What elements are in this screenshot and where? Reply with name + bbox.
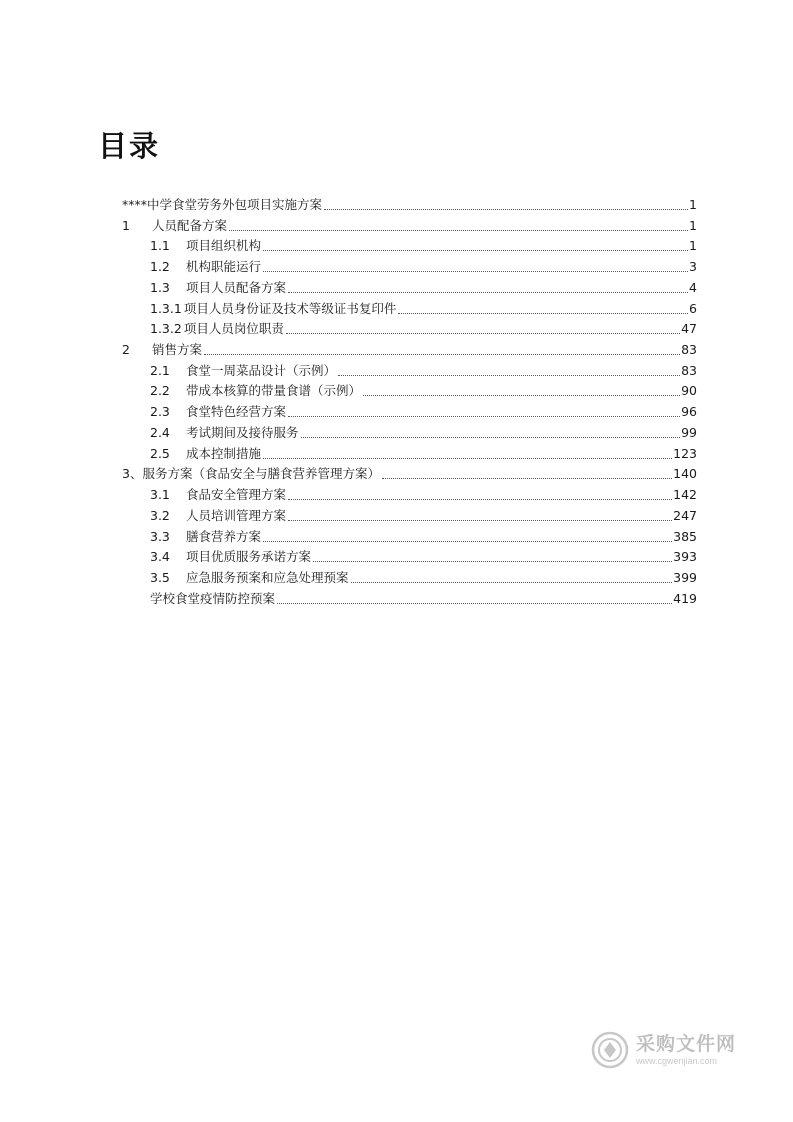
toc-entry-page: 47 — [681, 321, 697, 336]
toc-entry-number: 1 — [122, 218, 130, 233]
toc-entry-1-3-2[interactable] — [150, 317, 697, 337]
toc-entry-label: 膳食营养方案 — [186, 529, 262, 544]
toc-entry-page: 142 — [673, 487, 697, 502]
toc-entry-page: 1 — [689, 197, 697, 212]
toc-entry-number: 2.5 — [150, 446, 170, 461]
toc-entry-number: 1.2 — [150, 259, 170, 274]
toc-entry-project-title[interactable] — [122, 193, 697, 213]
toc-entry-page: 399 — [673, 570, 697, 585]
toc-leader-dots — [263, 537, 672, 542]
toc-leader-dots — [263, 267, 688, 272]
watermark-logo-icon — [590, 1030, 630, 1070]
toc-leader-dots — [324, 205, 688, 210]
toc-leader-dots — [313, 557, 672, 562]
toc-entry-3-2[interactable] — [150, 504, 697, 524]
toc-entry-label: 成本控制措施 — [186, 446, 262, 461]
toc-leader-dots — [301, 433, 681, 438]
toc-entry-label: 人员配备方案 — [152, 218, 228, 233]
toc-leader-dots — [351, 578, 673, 583]
toc-entry-label: 带成本核算的带量食谱（示例） — [186, 383, 362, 398]
watermark-url: www.cgwenjian.com — [636, 1056, 718, 1066]
toc-leader-dots — [288, 516, 672, 521]
toc-entry-3-3[interactable] — [150, 525, 697, 545]
toc-entry-epidemic-plan[interactable] — [150, 587, 697, 607]
toc-leader-dots — [263, 246, 688, 251]
toc-entry-label: 3、服务方案（食品安全与膳食营养管理方案） — [122, 466, 380, 481]
toc-leader-dots — [286, 329, 680, 334]
toc-leader-dots — [382, 474, 672, 479]
toc-entry-2-4[interactable] — [150, 421, 697, 441]
toc-leader-dots — [277, 599, 672, 604]
toc-entry-number: 2.4 — [150, 425, 170, 440]
toc-entry-2-2[interactable] — [150, 379, 697, 399]
toc-entry-3[interactable] — [122, 462, 697, 482]
toc-entry-label: 机构职能运行 — [186, 259, 262, 274]
toc-entry-label: 食品安全管理方案 — [186, 487, 287, 502]
toc-entry-label: 食堂特色经营方案 — [186, 404, 287, 419]
toc-entry-number: 1.1 — [150, 238, 170, 253]
toc-entry-label: 学校食堂疫情防控预案 — [150, 591, 276, 606]
toc-leader-dots — [204, 350, 680, 355]
toc-entry-page: 140 — [673, 466, 697, 481]
toc-entry-number: 2.3 — [150, 404, 170, 419]
toc-entry-number: 1.3.2 — [150, 321, 182, 336]
toc-entry-label: 项目人员配备方案 — [186, 280, 287, 295]
toc-entry-page: 83 — [681, 363, 697, 378]
toc-entry-page: 1 — [689, 218, 697, 233]
toc-entry-1-1[interactable] — [150, 234, 697, 254]
toc-entry-label: 人员培训管理方案 — [186, 508, 287, 523]
toc-entry-number: 3.4 — [150, 549, 170, 564]
toc-entry-3-1[interactable] — [150, 483, 697, 503]
toc-entry-label: 项目人员岗位职责 — [183, 321, 284, 336]
toc-entry-label: ****中学食堂劳务外包项目实施方案 — [122, 197, 323, 212]
toc-entry-number: 3.3 — [150, 529, 170, 544]
toc-entry-1-3[interactable] — [150, 276, 697, 296]
toc-leader-dots — [338, 371, 680, 376]
toc-leader-dots — [398, 309, 688, 314]
toc-entry-page: 393 — [673, 549, 697, 564]
toc-entry-2-5[interactable] — [150, 442, 697, 462]
toc-entry-label: 考试期间及接待服务 — [186, 425, 299, 440]
toc-entry-label: 项目组织机构 — [186, 238, 262, 253]
toc-entry-number: 2 — [122, 342, 130, 357]
toc-entry-number: 3.1 — [150, 487, 170, 502]
toc-entry-number: 1.3.1 — [150, 301, 182, 316]
toc-entry-page: 6 — [689, 301, 697, 316]
toc-entry-label: 销售方案 — [152, 342, 203, 357]
toc-entry-page: 4 — [689, 280, 697, 295]
toc-entry-page: 96 — [681, 404, 697, 419]
toc-entry-page: 385 — [673, 529, 697, 544]
toc-entry-page: 83 — [681, 342, 697, 357]
toc-entry-page: 123 — [673, 446, 697, 461]
toc-entry-label: 应急服务预案和应急处理预案 — [186, 570, 349, 585]
toc-entry-1-3-1[interactable] — [150, 297, 697, 317]
toc-entry-number: 3.5 — [150, 570, 170, 585]
toc-entry-1-2[interactable] — [150, 255, 697, 275]
toc-entry-number: 1.3 — [150, 280, 170, 295]
page-title: 目录 — [98, 129, 161, 163]
toc-entry-label: 项目优质服务承诺方案 — [186, 549, 312, 564]
toc-entry-2[interactable] — [122, 338, 697, 358]
toc-entry-page: 1 — [689, 238, 697, 253]
watermark-name: 采购文件网 — [636, 1033, 737, 1055]
toc-entry-page: 3 — [689, 259, 697, 274]
toc-entry-page: 419 — [673, 591, 697, 606]
toc-entry-page: 99 — [681, 425, 697, 440]
toc-entry-page: 90 — [681, 383, 697, 398]
toc-entry-2-3[interactable] — [150, 400, 697, 420]
toc-entry-page: 247 — [673, 508, 697, 523]
toc-entry-label: 项目人员身份证及技术等级证书复印件 — [183, 301, 397, 316]
toc-entry-number: 2.1 — [150, 363, 170, 378]
toc-entry-1[interactable] — [122, 214, 697, 234]
toc-entry-number: 2.2 — [150, 383, 170, 398]
watermark — [590, 1028, 750, 1072]
toc-leader-dots — [288, 412, 680, 417]
toc-leader-dots — [363, 391, 680, 396]
toc-leader-dots — [288, 495, 672, 500]
toc-entry-label: 食堂一周菜品设计（示例） — [186, 363, 337, 378]
toc-leader-dots — [263, 454, 672, 459]
toc-leader-dots — [288, 288, 688, 293]
toc-entry-3-5[interactable] — [150, 566, 697, 586]
toc-entry-2-1[interactable] — [150, 359, 697, 379]
toc-entry-number: 3.2 — [150, 508, 170, 523]
toc-leader-dots — [229, 226, 688, 231]
toc-entry-3-4[interactable] — [150, 545, 697, 565]
